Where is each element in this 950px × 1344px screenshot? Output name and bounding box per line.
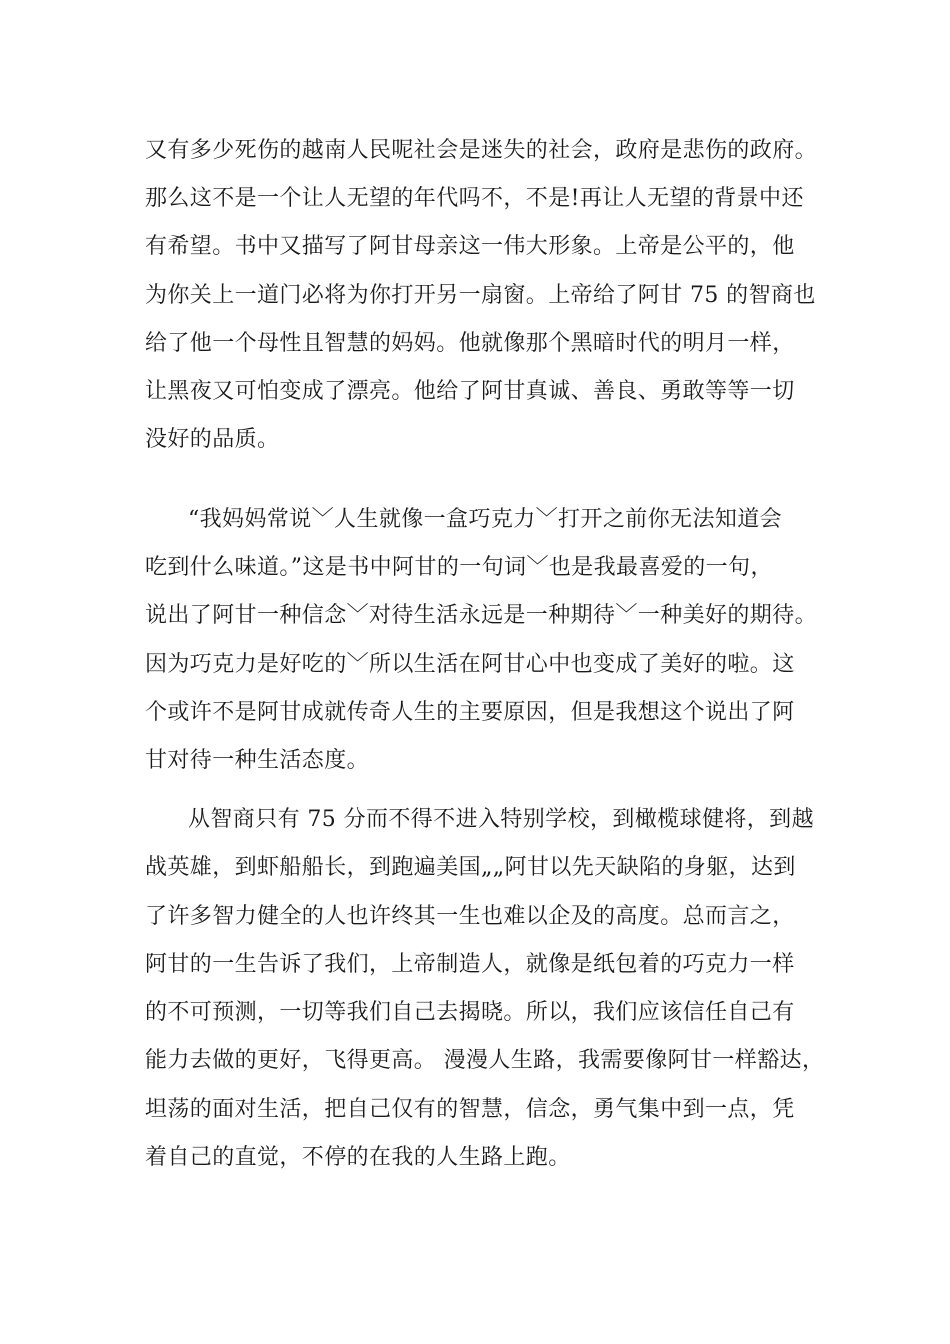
text-line: 从智商只有 75 分而不得不进入特别学校，到橄榄球健将，到越 (188, 807, 814, 832)
text-line: 战英雄，到虾船船长，到跑遍美国„„阿甘以先天缺陷的身躯，达到 (145, 855, 796, 880)
text-line: 的不可预测，一切等我们自己去揭晓。所以，我们应该信任自己有 (145, 1000, 795, 1025)
text-line: 那么这不是一个让人无望的年代吗不，不是!再让人无望的背景中还 (145, 186, 804, 211)
text-line: 甘对待一种生活态度。 (145, 748, 370, 773)
text-line: 了许多智力健全的人也许终其一生也难以企及的高度。总而言之， (145, 904, 795, 929)
text-line: 着自己的直觉，不停的在我的人生路上跑。 (145, 1145, 571, 1170)
text-line: 说出了阿甘一种信念﹀对待生活永远是一种期待﹀一种美好的期待。 (145, 603, 818, 628)
text-line: 坦荡的面对生活，把自己仅有的智慧，信念，勇气集中到一点，凭 (145, 1097, 795, 1122)
text-line: 给了他一个母性且智慧的妈妈。他就像那个黑暗时代的明月一样， (145, 331, 795, 356)
text-line: 因为巧克力是好吃的﹀所以生活在阿甘心中也变成了美好的啦。这 (145, 652, 795, 677)
text-line: 能力去做的更好，飞得更高。 漫漫人生路，我需要像阿甘一样豁达， (145, 1048, 825, 1073)
text-line: 让黑夜又可怕变成了漂亮。他给了阿甘真诚、善良、勇敢等等一切 (145, 379, 795, 404)
text-line: 吃到什么味道。”这是书中阿甘的一句词﹀也是我最喜爱的一句， (145, 555, 773, 580)
text-line: 个或许不是阿甘成就传奇人生的主要原因，但是我想这个说出了阿 (145, 700, 795, 725)
text-line: 没好的品质。 (145, 427, 280, 452)
text-line: “我妈妈常说﹀人生就像一盒巧克力﹀打开之前你无法知道会 (188, 507, 783, 532)
text-line: 阿甘的一生告诉了我们，上帝制造人，就像是纸包着的巧克力一样 (145, 952, 795, 977)
text-line: 有希望。书中又描写了阿甘母亲这一伟大形象。上帝是公平的，他 (145, 234, 795, 259)
text-line: 又有多少死伤的越南人民呢社会是迷失的社会，政府是悲伤的政府。 (145, 138, 818, 163)
text-line: 为你关上一道门必将为你打开另一扇窗。上帝给了阿甘 75 的智商也 (145, 283, 816, 308)
